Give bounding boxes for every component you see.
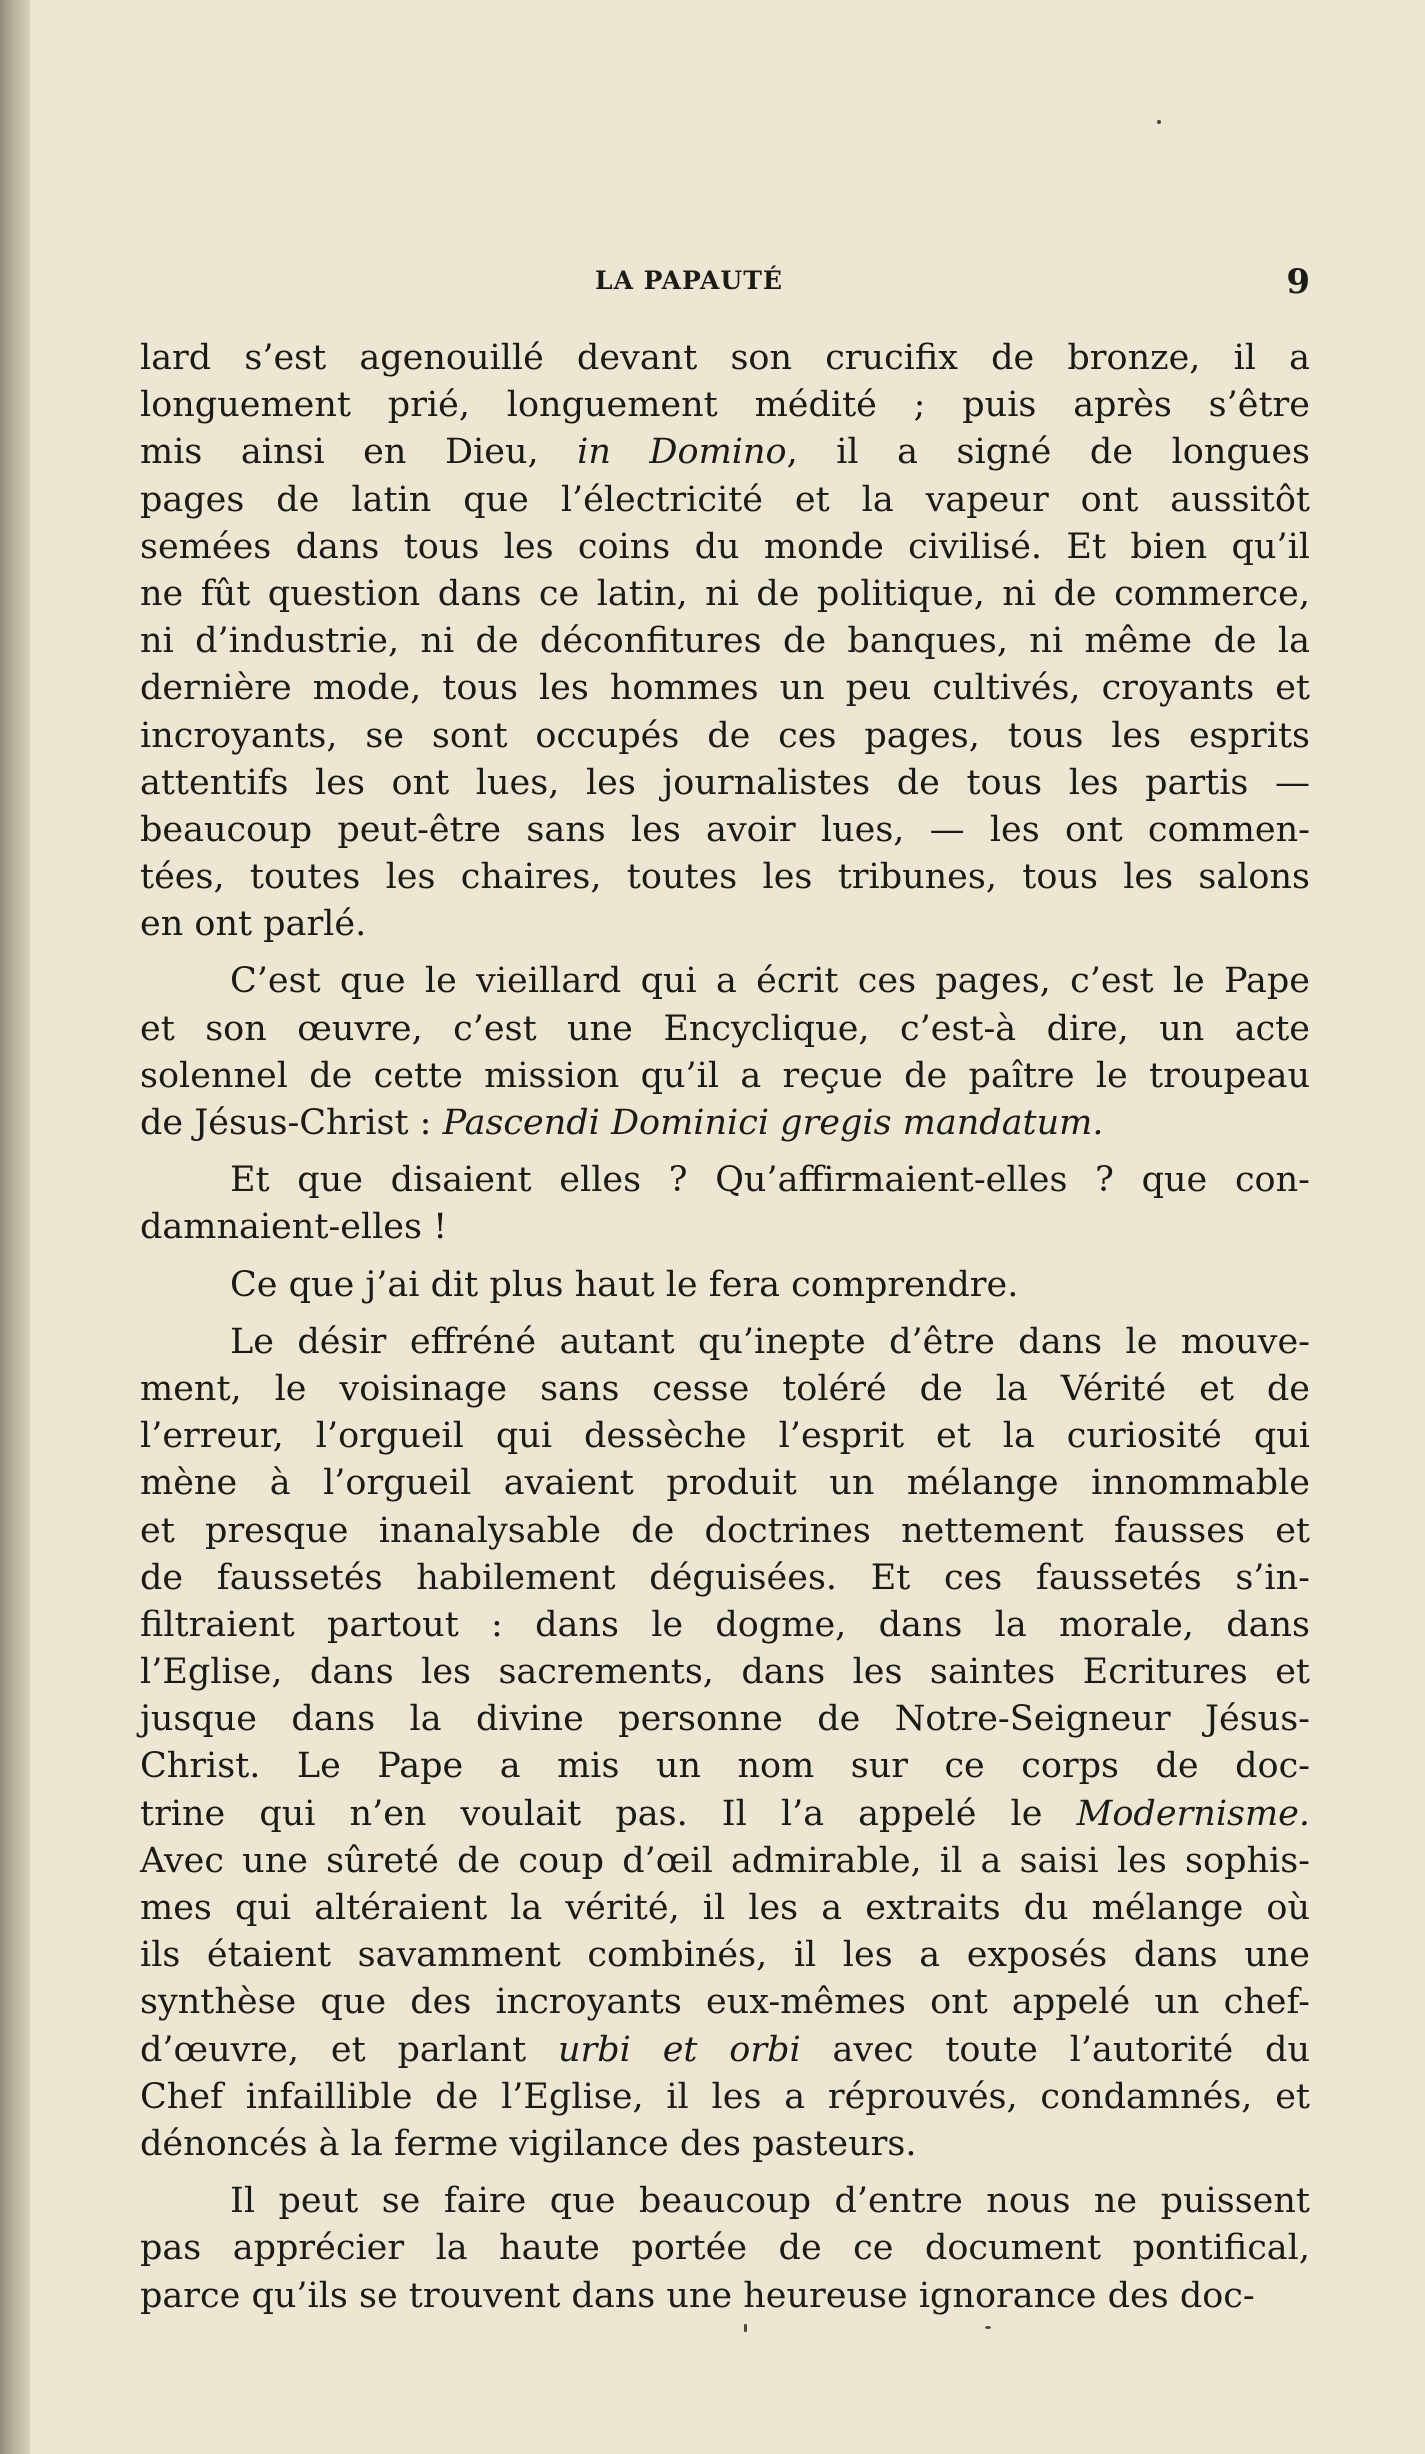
text-segment: Chef infaillible de l’Eglise, il les a réprouvés, condamnés, et — [140, 2076, 1310, 2117]
text-segment: dénoncés à la ferme vigilance des pasteurs. — [140, 2123, 917, 2164]
text-segment: pages de latin que l’électricité et la vapeur ont aussitôt — [140, 479, 1310, 520]
text-line — [140, 1508, 1310, 1555]
paragraph — [140, 1319, 1310, 2168]
text-line — [140, 1932, 1310, 1979]
italic-text: urbi et orbi — [557, 2029, 801, 2070]
text-segment: Avec une sûreté de coup d’œil admirable, il a saisi les sophis- — [140, 1840, 1310, 1881]
text-segment: trine qui n’en voulait pas. Il l’a appelé le — [140, 1793, 1077, 1834]
text-line — [140, 1319, 1310, 1366]
text-line — [140, 1649, 1310, 1696]
text-line — [140, 665, 1310, 712]
text-segment: pas apprécier la haute portée de ce document pontifical, — [140, 2228, 1310, 2269]
body-text — [140, 335, 1310, 2320]
text-line — [140, 1743, 1310, 1790]
text-line — [140, 571, 1310, 618]
text-segment: incroyants, se sont occupés de ces pages, tous les esprits — [140, 715, 1310, 756]
text-line — [140, 1100, 1310, 1147]
text-line — [140, 1838, 1310, 1885]
text-line — [140, 1555, 1310, 1602]
text-segment: et son œuvre, c’est une Encyclique, c’est-à dire, un acte — [140, 1008, 1310, 1049]
ink-speck — [744, 2324, 747, 2332]
text-segment: mes qui altéraient la vérité, il les a extraits du mélange où — [140, 1888, 1310, 1928]
text-segment: semées dans tous les coins du monde civilisé. Et bien qu’il — [140, 526, 1310, 567]
text-segment: C’est que le vieillard qui a écrit ces pages, c’est le Pape — [230, 961, 1310, 1002]
running-title: LA PAPAUTÉ — [595, 266, 783, 295]
italic-text: Pascendi Dominici gregis mandatum. — [442, 1103, 1104, 1143]
text-segment: avec toute l’autorité du — [800, 2029, 1310, 2070]
text-line — [140, 958, 1310, 1005]
text-line — [140, 1053, 1310, 1100]
text-line — [140, 2273, 1310, 2320]
text-line — [140, 2178, 1310, 2225]
page-header — [145, 262, 1310, 302]
page-number: 9 — [1286, 262, 1310, 302]
text-segment: Et que disaient elles ? Qu’affirmaient-elles ? que con- — [230, 1160, 1310, 1201]
paragraph-gap — [140, 1147, 1310, 1157]
text-segment: tées, toutes les chaires, toutes les tribunes, tous les salons — [140, 857, 1310, 898]
text-segment: en ont parlé. — [140, 904, 367, 945]
text-segment: Ce que j’ai dit plus haut le fera comprendre. — [230, 1264, 1019, 1305]
text-line — [140, 807, 1310, 854]
text-segment: parce qu’ils se trouvent dans une heureuse ignorance des doc- — [140, 2275, 1255, 2316]
text-segment: ne fût question dans ce latin, ni de politique, ni de commerce, — [140, 573, 1310, 614]
text-segment: solennel de cette mission qu’il a reçue de paître le troupeau — [140, 1055, 1310, 1096]
text-line — [140, 1885, 1310, 1932]
text-segment: ils étaient savamment combinés, il les a exposés dans une — [140, 1935, 1310, 1976]
text-segment: l’erreur, l’orgueil qui dessèche l’esprit et la curiosité qui — [140, 1416, 1310, 1457]
text-line — [140, 1979, 1310, 2026]
text-line — [140, 1413, 1310, 1460]
text-segment: , il a signé de longues — [786, 432, 1310, 473]
italic-text: Modernisme. — [1076, 1793, 1310, 1834]
paragraph-gap — [140, 2168, 1310, 2178]
paragraph — [140, 1262, 1310, 1309]
text-line — [140, 524, 1310, 571]
text-segment: mis ainsi en Dieu, — [140, 432, 578, 473]
text-segment: synthèse que des incroyants eux-mêmes ont appelé un chef- — [140, 1982, 1310, 2023]
text-segment: damnaient-elles ! — [140, 1207, 448, 1248]
text-line — [140, 2074, 1310, 2121]
text-line — [140, 854, 1310, 901]
text-segment: de faussetés habilement déguisées. Et ces faussetés s’in- — [140, 1557, 1310, 1598]
text-line — [140, 1262, 1310, 1309]
ink-speck — [985, 2326, 991, 2329]
paragraph-gap — [140, 948, 1310, 958]
text-line — [140, 713, 1310, 760]
text-segment: beaucoup peut-être sans les avoir lues, — les ont commen- — [140, 809, 1310, 850]
text-segment: lard s’est agenouillé devant son crucifix de bronze, il a — [140, 338, 1310, 378]
text-line — [140, 1366, 1310, 1413]
page-gutter-shadow — [0, 0, 30, 2454]
text-line — [140, 477, 1310, 524]
text-line — [140, 2225, 1310, 2272]
text-segment: attentifs les ont lues, les journalistes de tous les partis — — [140, 762, 1310, 803]
text-segment: de Jésus-Christ : — [140, 1103, 443, 1143]
text-segment: d’œuvre, et parlant — [140, 2029, 558, 2070]
text-line — [140, 1204, 1310, 1251]
paragraph — [140, 1157, 1310, 1251]
paragraph — [140, 958, 1310, 1147]
text-segment: ni d’industrie, ni de déconfitures de banques, ni même de la — [140, 621, 1310, 662]
paragraph-gap — [140, 1252, 1310, 1262]
text-line — [140, 2121, 1310, 2168]
text-line — [140, 1696, 1310, 1743]
text-line — [140, 382, 1310, 429]
text-line — [140, 1791, 1310, 1838]
text-line — [140, 2027, 1310, 2074]
text-segment: dernière mode, tous les hommes un peu cultivés, croyants et — [140, 668, 1310, 709]
text-line — [140, 1602, 1310, 1649]
paragraph — [140, 335, 1310, 948]
text-line — [140, 760, 1310, 807]
text-segment: filtraient partout : dans le dogme, dans la morale, dans — [140, 1604, 1310, 1645]
italic-text: in Domino — [577, 432, 787, 473]
text-segment: mène à l’orgueil avaient produit un mélange innommable — [140, 1463, 1310, 1504]
paragraph-gap — [140, 1309, 1310, 1319]
text-segment: et presque inanalysable de doctrines nettement fausses et — [140, 1510, 1310, 1551]
text-line — [140, 429, 1310, 476]
text-segment: Le désir effréné autant qu’inepte d’être dans le mouve- — [230, 1321, 1310, 1362]
paragraph — [140, 2178, 1310, 2320]
text-segment: ment, le voisinage sans cesse toléré de la Vérité et de — [140, 1368, 1310, 1409]
text-line — [140, 1006, 1310, 1053]
text-line — [140, 1157, 1310, 1204]
text-line — [140, 335, 1310, 382]
text-line — [140, 618, 1310, 665]
text-segment: Christ. Le Pape a mis un nom sur ce corps de doc- — [140, 1746, 1310, 1787]
text-segment: l’Eglise, dans les sacrements, dans les saintes Ecritures et — [140, 1652, 1310, 1693]
text-segment: Il peut se faire que beaucoup d’entre nous ne puissent — [230, 2181, 1310, 2222]
text-line — [140, 1460, 1310, 1507]
ink-speck — [1157, 120, 1161, 124]
text-line — [140, 901, 1310, 948]
text-segment: jusque dans la divine personne de Notre-Seigneur Jésus- — [140, 1699, 1310, 1740]
text-segment: longuement prié, longuement médité ; puis après s’être — [140, 385, 1310, 426]
